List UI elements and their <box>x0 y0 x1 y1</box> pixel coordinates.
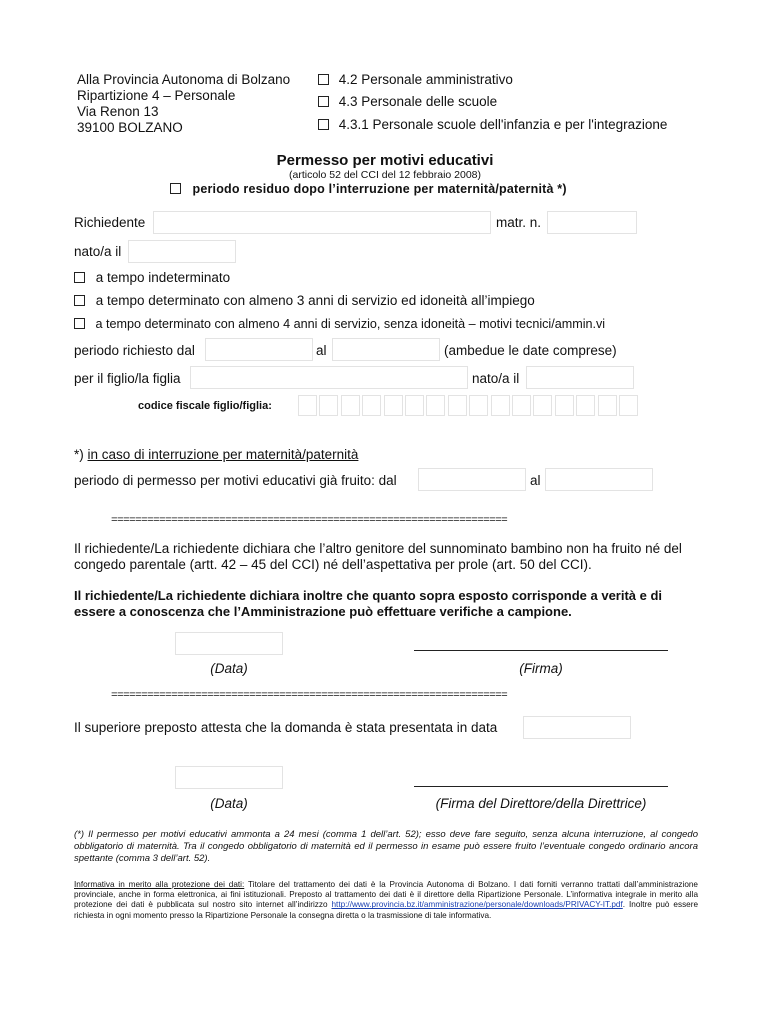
matr-label: matr. n. <box>496 215 542 230</box>
privacy-notice <box>74 880 698 921</box>
submission-date-field[interactable] <box>523 716 631 739</box>
director-signature-caption: (Firma del Direttore/della Direttrice) <box>435 796 647 811</box>
tax-code-char-box[interactable] <box>341 395 360 416</box>
tax-code-char-box[interactable] <box>426 395 445 416</box>
signature-line <box>414 650 668 651</box>
date-field[interactable] <box>175 632 283 655</box>
director-signature-line <box>414 786 668 787</box>
privacy-heading: Informativa in merito alla protezione dei dati: <box>74 880 245 889</box>
used-period-label: periodo di permesso per motivi educativi già fruito: dal <box>74 473 397 488</box>
date-caption: (Data) <box>210 661 248 676</box>
checkbox[interactable] <box>170 183 181 194</box>
child-born-label: nato/a il <box>472 371 520 386</box>
recipient-address <box>77 72 317 136</box>
interruption-heading-text: in caso di interruzione per maternità/paternità <box>87 447 359 462</box>
category-option-schools[interactable] <box>318 94 497 110</box>
applicant-name-field[interactable] <box>153 211 491 234</box>
tax-code-char-box[interactable] <box>491 395 510 416</box>
tax-code-char-box[interactable] <box>533 395 552 416</box>
tax-code-char-box[interactable] <box>555 395 574 416</box>
form-subtitle: (articolo 52 del CCI del 12 febbraio 2008) <box>288 169 482 181</box>
tax-code-char-box[interactable] <box>619 395 638 416</box>
category-label: 4.3 Personale delle scuole <box>338 94 498 109</box>
tax-code-boxes <box>298 395 641 416</box>
tax-code-char-box[interactable] <box>384 395 403 416</box>
used-period-to-field[interactable] <box>545 468 653 491</box>
period-from-field[interactable] <box>205 338 313 361</box>
tax-code-label: codice fiscale figlio/figlia: <box>138 400 272 412</box>
privacy-link[interactable]: http://www.provincia.bz.it/amministrazione/personale/downloads/PRIVACY-IT.pdf <box>331 900 623 910</box>
matr-number-field[interactable] <box>547 211 637 234</box>
tax-code-char-box[interactable] <box>405 395 424 416</box>
form-title: Permesso per motivi educativi <box>276 152 494 169</box>
period-from-label: periodo richiesto dal <box>74 343 195 358</box>
privacy-text: Titolare del trattamento dei dati è la Provincia Autonoma di Bolzano. I dati forniti verranno trattati dall’amministrazione provinciale, anche in forma elettronica, ai fini istituzionali. Preposto al trattamento dei dati è il direttore della Ripartizione Personale. L’informativa integrale in merito alla protezione dei dati è pubblicata sul nostro sito internet all’indirizzo <box>74 880 698 910</box>
tax-code-char-box[interactable] <box>298 395 317 416</box>
checkbox[interactable] <box>318 96 329 107</box>
child-label: per il figlio/la figlia <box>74 371 181 386</box>
superior-statement: Il superiore preposto attesta che la domanda è stata presentata in data <box>74 720 498 735</box>
tax-code-char-box[interactable] <box>448 395 467 416</box>
child-name-field[interactable] <box>190 366 468 389</box>
residual-period-label: periodo residuo dopo l’interruzione per maternità/paternità *) <box>192 182 567 196</box>
date-caption: (Data) <box>210 796 248 811</box>
interruption-heading <box>74 447 358 463</box>
tax-code-char-box[interactable] <box>512 395 531 416</box>
signature-caption: (Firma) <box>519 661 563 676</box>
footnote: (*) Il permesso per motivi educativi ammonta a 24 mesi (comma 1 dell’art. 52); esso deve fare seguito, senza alcuna interruzione, al congedo obbligatorio di maternità. Tra il congedo obbligatorio di maternità ed il permesso in esame può essere fruito l’eventuale congedo ordinario ancora spettante (comma 3 dell’art. 52). <box>74 829 698 864</box>
period-to-label: al <box>316 343 327 358</box>
director-date-field[interactable] <box>175 766 283 789</box>
category-option-administrative[interactable] <box>318 72 513 88</box>
checkbox[interactable] <box>74 295 85 306</box>
used-period-from-field[interactable] <box>418 468 526 491</box>
address-line: Ripartizione 4 – Personale <box>77 88 236 103</box>
employment-label: a tempo indeterminato <box>95 270 231 285</box>
period-to-field[interactable] <box>332 338 440 361</box>
category-label: 4.2 Personale amministrativo <box>338 72 513 87</box>
checkbox[interactable] <box>318 119 329 130</box>
tax-code-char-box[interactable] <box>362 395 381 416</box>
applicant-label: Richiedente <box>74 215 146 230</box>
residual-period-option[interactable] <box>170 182 567 196</box>
period-note: (ambedue le date comprese) <box>444 343 617 358</box>
address-line: Alla Provincia Autonoma di Bolzano <box>77 72 291 87</box>
employment-option-permanent[interactable] <box>74 270 230 286</box>
declaration-truth-paragraph: Il richiedente/La richiedente dichiara inoltre che quanto sopra esposto corrisponde a verità e di essere a conoscenza che l’Amministrazione può effettuare verifiche a campione. <box>74 588 663 619</box>
separator: ================================================================== <box>111 515 508 527</box>
address-line: 39100 BOLZANO <box>77 120 183 135</box>
child-birth-date-field[interactable] <box>526 366 634 389</box>
category-label: 4.3.1 Personale scuole dell'infanzia e per l'integrazione <box>338 117 668 132</box>
separator: ================================================================== <box>111 690 508 702</box>
asterisk-marker: *) <box>74 447 84 462</box>
employment-option-temporary-3y[interactable] <box>74 293 535 309</box>
tax-code-char-box[interactable] <box>598 395 617 416</box>
privacy-text: . Inoltre può essere richiesta in ogni momento presso la Ripartizione Personale la consegna diretta o la trasmissione di tale informativa. <box>74 900 698 920</box>
tax-code-char-box[interactable] <box>469 395 488 416</box>
checkbox[interactable] <box>74 272 85 283</box>
tax-code-char-box[interactable] <box>319 395 338 416</box>
born-label: nato/a il <box>74 244 122 259</box>
birth-date-field[interactable] <box>128 240 236 263</box>
declaration-paragraph: Il richiedente/La richiedente dichiara che l’altro genitore del sunnominato bambino non ha fruito né del congedo parentale (artt. 42 – 45 del CCI) né dell’aspettativa per prole (art. 50 del CCI). <box>74 541 682 572</box>
checkbox[interactable] <box>74 318 85 329</box>
address-line: Via Renon 13 <box>77 104 159 119</box>
used-period-to-label: al <box>530 473 541 488</box>
employment-option-temporary-4y[interactable] <box>74 316 605 332</box>
checkbox[interactable] <box>318 74 329 85</box>
category-option-kindergarten[interactable] <box>318 117 667 133</box>
employment-label: a tempo determinato con almeno 4 anni di servizio, senza idoneità – motivi tecnici/ammin.vi <box>95 317 606 331</box>
tax-code-char-box[interactable] <box>576 395 595 416</box>
employment-label: a tempo determinato con almeno 3 anni di servizio ed idoneità all’impiego <box>95 293 535 308</box>
